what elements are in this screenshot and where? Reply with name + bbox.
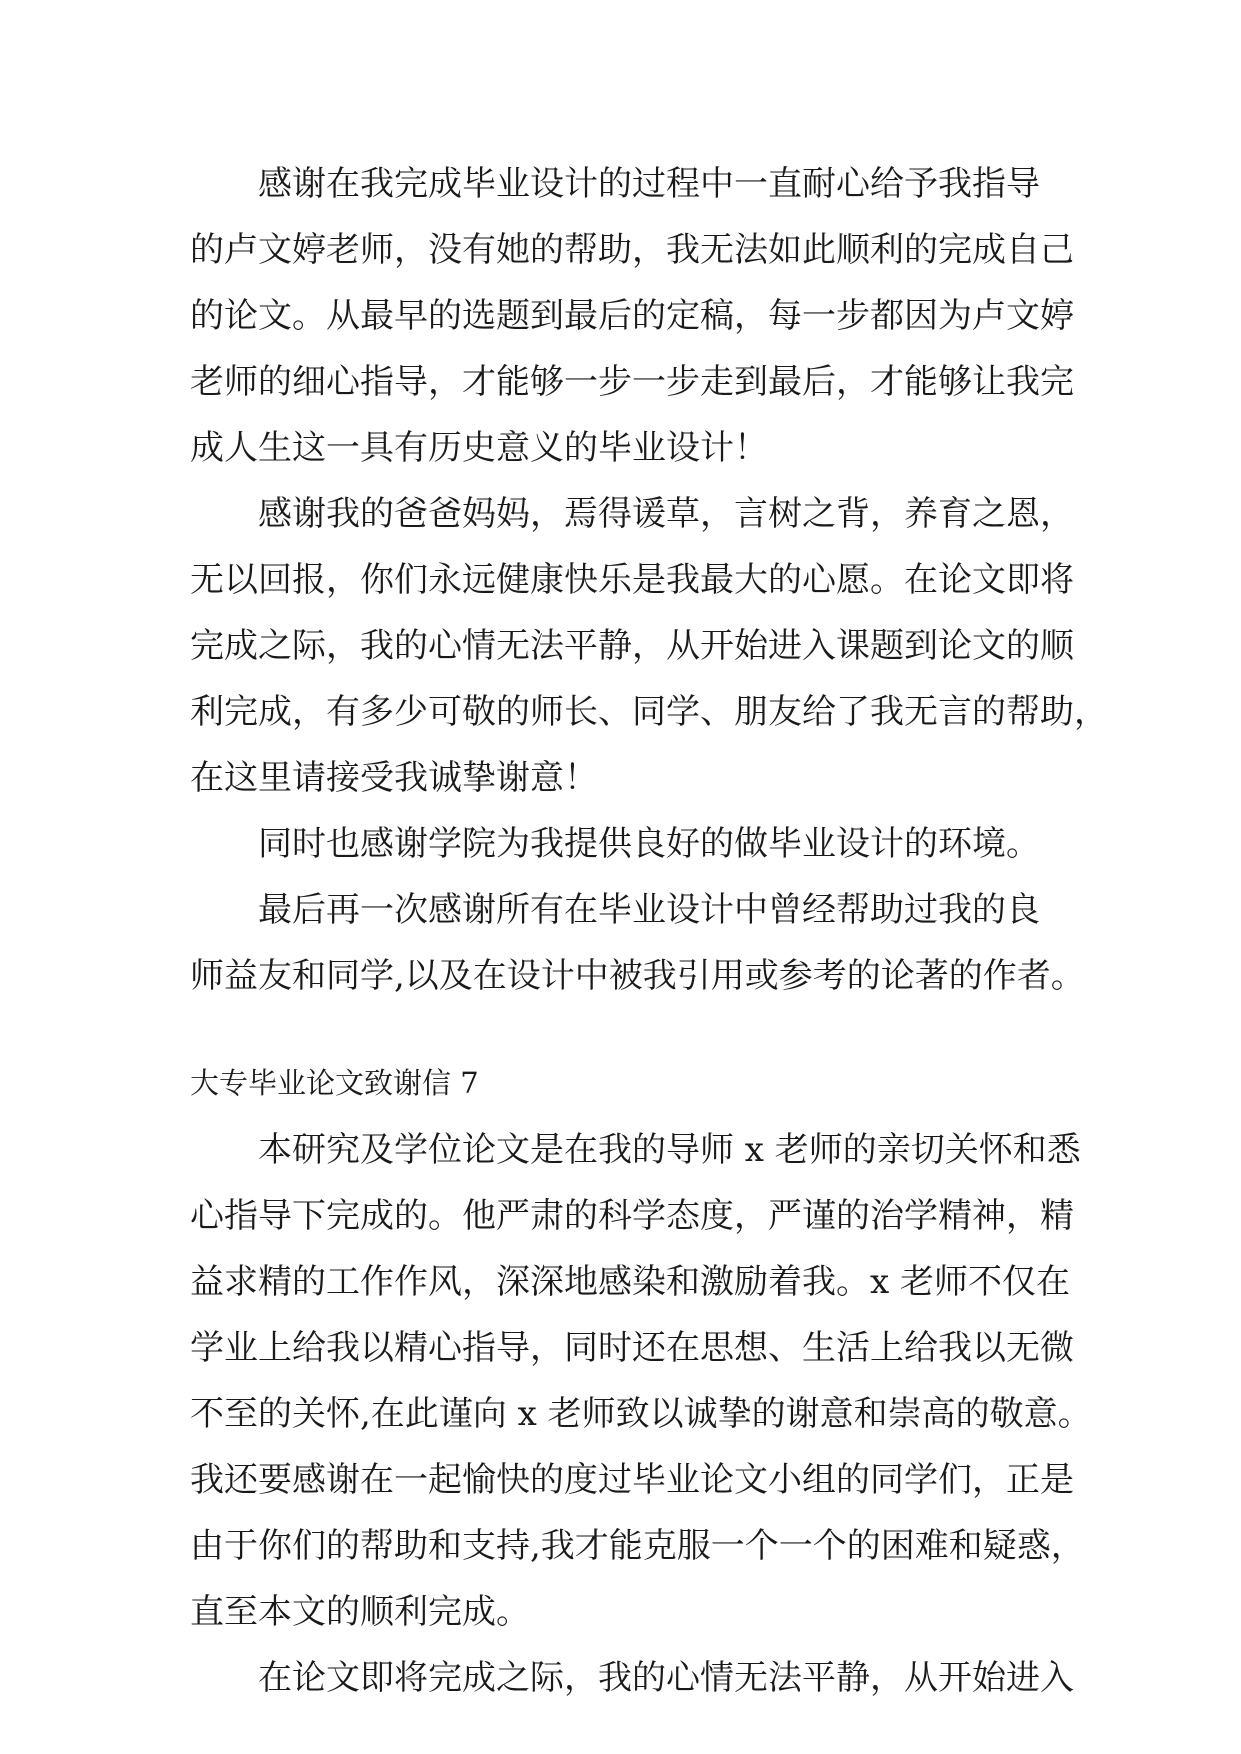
paragraph-line: 学业上给我以精心指导，同时还在思想、生活上给我以无微: [190, 1328, 1074, 1368]
paragraph-line: 我还要感谢在一起愉快的度过毕业论文小组的同学们，正是: [190, 1460, 1074, 1500]
paragraph-line: 由于你们的帮助和支持,我才能克服一个一个的困难和疑惑，: [190, 1526, 1085, 1566]
paragraph-line: 的论文。从最早的选题到最后的定稿，每一步都因为卢文婷: [190, 296, 1074, 336]
paragraph-line: 利完成，有多少可敬的师长、同学、朋友给了我无言的帮助，: [190, 692, 1108, 732]
paragraph-line: 益求精的工作作风，深深地感染和激励着我。x 老师不仅在: [190, 1262, 1070, 1302]
paragraph-line: 不至的关怀,在此谨向 x 老师致以诚挚的谢意和崇高的敬意。: [190, 1394, 1092, 1434]
paragraph-line: 成人生这一具有历史意义的毕业设计！: [190, 428, 768, 468]
paragraph-line: 老师的细心指导，才能够一步一步走到最后，才能够让我完: [190, 362, 1074, 402]
paragraph-line: 本研究及学位论文是在我的导师 x 老师的亲切关怀和悉: [258, 1130, 1081, 1170]
paragraph-line: 同时也感谢学院为我提供良好的做毕业设计的环境。: [258, 824, 1040, 864]
paragraph-line: 直至本文的顺利完成。: [190, 1592, 530, 1632]
paragraph-line: 在论文即将完成之际，我的心情无法平静，从开始进入: [258, 1658, 1074, 1698]
paragraph-line: 感谢我的爸爸妈妈，焉得谖草，言树之背，养育之恩，: [258, 494, 1074, 534]
paragraph-line: 在这里请接受我诚挚谢意！: [190, 758, 598, 798]
paragraph-line: 最后再一次感谢所有在毕业设计中曾经帮助过我的良: [258, 890, 1040, 930]
paragraph-line: 的卢文婷老师，没有她的帮助，我无法如此顺利的完成自己: [190, 230, 1074, 270]
paragraph-line: 师益友和同学,以及在设计中被我引用或参考的论著的作者。: [190, 956, 1085, 996]
paragraph-line: 完成之际，我的心情无法平静，从开始进入课题到论文的顺: [190, 626, 1074, 666]
paragraph-line: 无以回报，你们永远健康快乐是我最大的心愿。在论文即将: [190, 560, 1074, 600]
paragraph-line: 心指导下完成的。他严肃的科学态度，严谨的治学精神，精: [190, 1196, 1074, 1236]
paragraph-line: 感谢在我完成毕业设计的过程中一直耐心给予我指导: [258, 164, 1040, 204]
section-heading: 大专毕业论文致谢信 7: [190, 1066, 479, 1100]
